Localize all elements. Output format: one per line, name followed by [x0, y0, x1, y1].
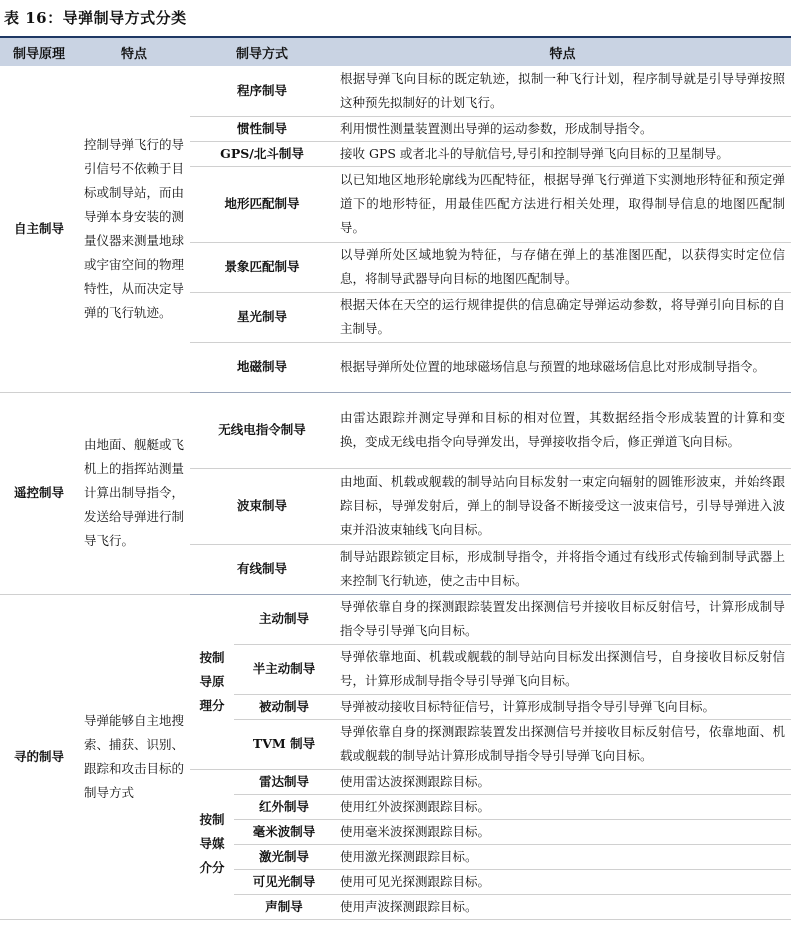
category-remote: 遥控制导	[0, 392, 78, 594]
method-name: 毫米波制导	[234, 819, 334, 844]
method-name: 无线电指令制导	[190, 392, 334, 468]
method-name: TVM 制导	[234, 719, 334, 769]
method-name: 地磁制导	[190, 342, 334, 392]
method-desc: 由雷达跟踪并测定导弹和目标的相对位置，其数据经指令形成装置的计算和变换，变成无线电指令向导弹发出，导弹接收指令后，修正弹道飞向目标。	[334, 392, 791, 468]
subgroup-principle: 按制导原理分	[190, 594, 234, 769]
method-desc: 导弹依靠地面、机载或舰载的制导站向目标发出探测信号，自身接收目标反射信号，计算形成制导指令导引导弹飞向目标。	[334, 644, 791, 694]
subgroup-medium: 按制导媒介分	[190, 769, 234, 919]
method-desc: 利用惯性测量装置测出导弹的运动参数，形成制导指令。	[334, 116, 791, 141]
table-title: 表 16：导弹制导方式分类	[4, 9, 187, 27]
method-name: 可见光制导	[234, 869, 334, 894]
method-desc: 使用声波探测跟踪目标。	[334, 894, 791, 919]
method-desc: 使用可见光探测跟踪目标。	[334, 869, 791, 894]
method-desc: 制导站跟踪锁定目标，形成制导指令，并将指令通过有线形式传输到制导武器上来控制飞行轨迹，使之击中目标。	[334, 544, 791, 594]
method-name: 被动制导	[234, 694, 334, 719]
header-method-feature: 特点	[334, 38, 791, 66]
header-feature: 特点	[78, 38, 190, 66]
table-row	[0, 594, 791, 644]
table-row	[0, 392, 791, 468]
method-desc: 根据导弹飞向目标的既定轨迹，拟制一种飞行计划，程序制导就是引导导弹按照这种预先拟制好的计划飞行。	[334, 66, 791, 116]
method-name: 主动制导	[234, 594, 334, 644]
method-desc: 使用雷达波探测跟踪目标。	[334, 769, 791, 794]
category-feature: 由地面、舰艇或飞机上的指挥站测量计算出制导指令，发送给导弹进行制导飞行。	[78, 392, 190, 594]
header-row	[0, 38, 791, 66]
method-desc: 使用激光探测跟踪目标。	[334, 844, 791, 869]
method-desc: 以已知地区地形轮廓线为匹配特征，根据导弹飞行弹道下实测地形特征和预定弹道下的地形特征，用最佳匹配方法进行相关处理，取得制导信息的地图匹配制导。	[334, 166, 791, 242]
table-row	[0, 66, 791, 116]
method-name: 波束制导	[190, 468, 334, 544]
header-method: 制导方式	[190, 38, 334, 66]
method-desc: 导弹依靠自身的探测跟踪装置发出探测信号并接收目标反射信号，依靠地面、机载或舰载的制导站计算形成制导指令导引导弹飞向目标。	[334, 719, 791, 769]
method-name: 雷达制导	[234, 769, 334, 794]
method-desc: 导弹依靠自身的探测跟踪装置发出探测信号并接收目标反射信号，计算形成制导指令导引导弹飞向目标。	[334, 594, 791, 644]
method-name: 有线制导	[190, 544, 334, 594]
method-name: 景象匹配制导	[190, 242, 334, 292]
category-feature: 导弹能够自主地搜索、捕获、识别、跟踪和攻击目标的制导方式	[78, 594, 190, 919]
method-name: 半主动制导	[234, 644, 334, 694]
method-name: 红外制导	[234, 794, 334, 819]
header-principle: 制导原理	[0, 38, 78, 66]
method-name: GPS/北斗制导	[190, 141, 334, 166]
method-desc: 根据天体在天空的运行规律提供的信息确定导弹运动参数，将导弹引向目标的自主制导。	[334, 292, 791, 342]
method-name: 声制导	[234, 894, 334, 919]
method-name: 惯性制导	[190, 116, 334, 141]
method-name: 激光制导	[234, 844, 334, 869]
method-desc: 导弹被动接收目标特征信号，计算形成制导指令导引导弹飞向目标。	[334, 694, 791, 719]
method-name: 地形匹配制导	[190, 166, 334, 242]
method-desc: 由地面、机载或舰载的制导站向目标发射一束定向辐射的圆锥形波束，并始终跟踪目标，导弹发射后，弹上的制导设备不断接受这一波束信号，引导导弹进入波束并沿波束轴线飞向目标。	[334, 468, 791, 544]
category-autonomous: 自主制导	[0, 66, 78, 392]
method-name: 星光制导	[190, 292, 334, 342]
category-homing: 寻的制导	[0, 594, 78, 919]
method-desc: 使用红外波探测跟踪目标。	[334, 794, 791, 819]
method-desc: 接收 GPS 或者北斗的导航信号,导引和控制导弹飞向目标的卫星制导。	[334, 141, 791, 166]
guidance-table	[0, 38, 791, 920]
method-name: 程序制导	[190, 66, 334, 116]
category-feature: 控制导弹飞行的导引信号不依赖于目标或制导站，而由导弹本身安装的测量仪器来测量地球或宇宙空间的物理特性，从而决定导弹的飞行轨迹。	[78, 66, 190, 392]
method-desc: 根据导弹所处位置的地球磁场信息与预置的地球磁场信息比对形成制导指令。	[334, 342, 791, 392]
method-desc: 使用毫米波探测跟踪目标。	[334, 819, 791, 844]
method-desc: 以导弹所处区域地貌为特征，与存储在弹上的基准图匹配，以获得实时定位信息，将制导武器导向目标的地图匹配制导。	[334, 242, 791, 292]
